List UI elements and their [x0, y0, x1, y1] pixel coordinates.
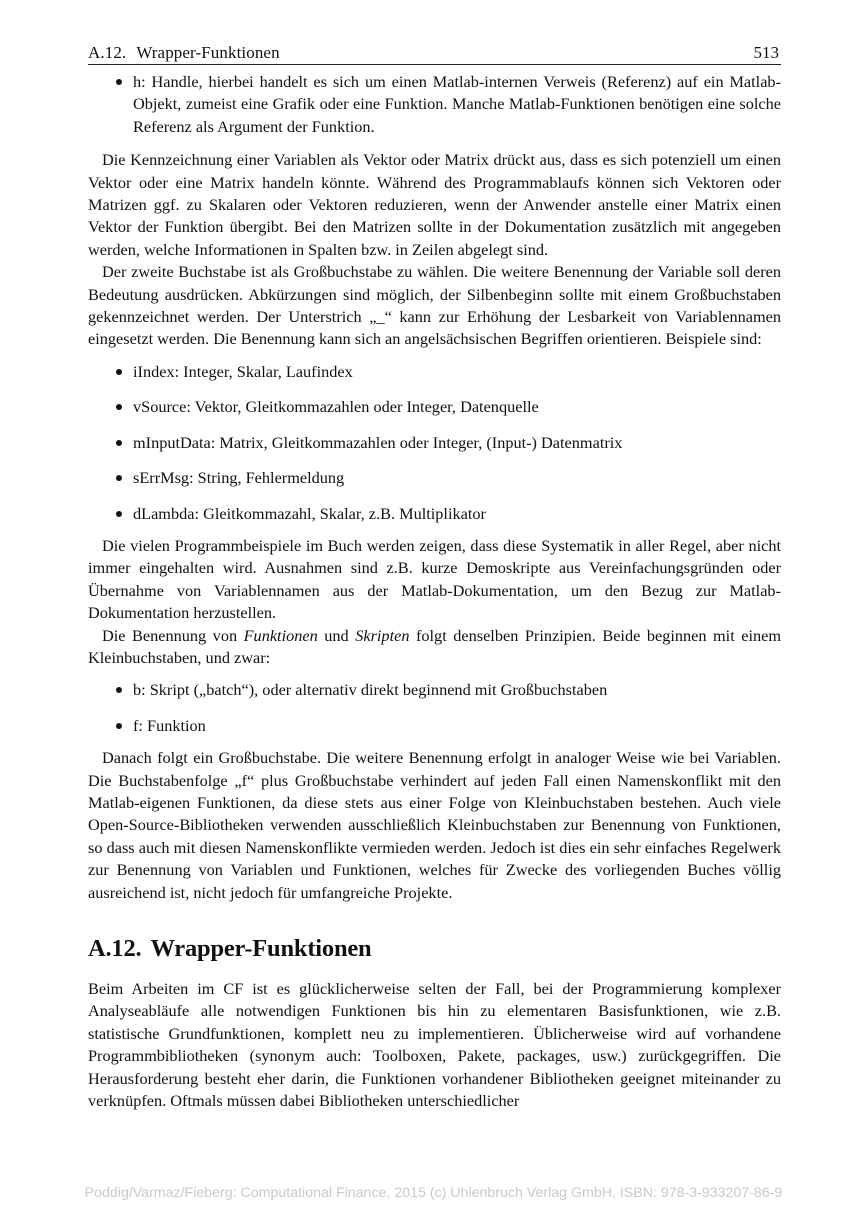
running-head-section-number: A.12.	[88, 43, 127, 62]
bullet-icon	[116, 404, 122, 410]
paragraph-naming-conclusion: Danach folgt ein Großbuchstabe. Die weitere Benennung erfolgt in analoger Weise wie bei Variablen. Die Buchstabenfolge „f“ plus Großbuchstabe verhindert auf jeden Fall einen Namenskonflikt mit den Matlab-eigenen Funktionen, da diese stets aus einer Folge von Kleinbuchstaben bestehen. Auch viele Open-Source-Bibliotheken verwenden ausschließlich Kleinbuchstaben zur Benennung von Funktionen, so dass auch mit diesen Namenskonflikte vermieden werden. Jedoch ist dies ein sehr einfaches Regelwerk zur Benennung von Variablen und Funktionen, welches für Zwecke des vorliegenden Buches völlig ausreichend ist, nicht jedoch für umfangreiche Projekte.	[88, 748, 781, 902]
page-number: 513	[753, 43, 779, 62]
list-item	[88, 467, 781, 489]
list-item-text: iIndex: Integer, Skalar, Laufindex	[133, 361, 353, 381]
text-run: Die Benennung von	[102, 625, 244, 645]
bullet-icon	[116, 475, 122, 481]
list-item	[88, 715, 781, 737]
list-item-text: mInputData: Matrix, Gleitkommazahlen oder Integer, (Input-) Datenmatrix	[133, 432, 623, 452]
list-item-text: sErrMsg: String, Fehlermeldung	[133, 468, 345, 488]
text-run: folgt denselben Prinzipien. Beide beginnen mit einem Kleinbuchstaben, und zwar:	[88, 625, 782, 667]
list-item-text: vSource: Vektor, Gleitkommazahlen oder Integer, Datenquelle	[133, 397, 539, 417]
text-run: und	[317, 625, 356, 645]
list-item-text: h: Handle, hierbei handelt es sich um einen Matlab-internen Verweis (Referenz) auf ein Matlab-Objekt, zumeist eine Grafik oder eine Funktion. Manche Matlab-Funktionen benötigen eine solche Referenz als Argument der Funktion.	[133, 72, 781, 136]
list-item	[88, 679, 781, 701]
section-title: Wrapper-Funktionen	[150, 935, 372, 962]
list-item	[88, 503, 781, 525]
bullet-icon	[116, 79, 122, 85]
list-item	[88, 71, 781, 138]
list-item	[88, 432, 781, 454]
copyright-footer: Poddig/Varmaz/Fieberg: Computational Finance, 2015 (c) Uhlenbruch Verlag GmbH, ISBN: 978-3-933207-86-9	[84, 1185, 783, 1201]
paragraph-wrapper-intro: Beim Arbeiten im CF ist es glücklicherweise selten der Fall, bei der Programmierung komplexer Analyseabläufe alle notwendigen Funktionen bis hin zu elementaren Basisfunktionen, wie z.B. statistische Grundfunktionen, komplett neu zu implementieren. Üblicherweise wird auf vorhandene Programmbibliotheken (synonym auch: Toolboxen, Pakete, packages, usw.) zurückgegriffen. Die Herausforderung besteht eher darin, die Funktionen vorhandener Bibliotheken geeignet miteinander zu verknüpfen. Oftmals müssen dabei Bibliotheken unterschiedlicher	[88, 979, 781, 1111]
function-prefix-list	[88, 679, 781, 737]
running-head-section	[88, 43, 280, 63]
bullet-icon	[116, 723, 122, 729]
paragraph-second-letter: Der zweite Buchstabe ist als Großbuchstabe zu wählen. Die weitere Benennung der Variable soll deren Bedeutung ausdrücken. Abkürzungen sind möglich, der Silbenbeginn sollte mit einem Großbuchstaben gekennzeichnet werden. Der Unterstrich „_“ kann zur Erhöhung der Lesbarkeit von Variablennamen eingesetzt werden. Die Benennung kann sich an angelsächsischen Begriffen orientieren. Beispiele sind:	[88, 262, 781, 349]
bullet-icon	[116, 687, 122, 693]
emphasis-funktionen: Funktionen	[243, 625, 318, 645]
variable-examples-list	[88, 361, 781, 525]
paragraph-function-naming	[88, 625, 781, 670]
list-item	[88, 396, 781, 418]
handle-bullet-list	[88, 71, 781, 138]
section-number: A.12.	[88, 935, 142, 962]
list-item-text: dLambda: Gleitkommazahl, Skalar, z.B. Multiplikator	[133, 503, 486, 523]
page-body	[88, 71, 781, 1112]
bullet-icon	[116, 369, 122, 375]
running-head	[88, 42, 781, 65]
list-item-text: b: Skript („batch“), oder alternativ direkt beginnend mit Großbuchstaben	[133, 680, 608, 700]
list-item	[88, 361, 781, 383]
paragraph-vector-matrix: Die Kennzeichnung einer Variablen als Vektor oder Matrix drückt aus, dass es sich potenziell um einen Vektor oder eine Matrix handeln könnte. Während des Programmablaufs können sich Vektoren oder Matrizen ggf. zu Skalaren oder Vektoren reduzieren, wenn der Anwender anstelle einer Matrix einen Vektor der Funktion übergibt. Bei den Matrizen sollte in der Dokumentation zusätzlich mit angegeben werden, welche Informationen in Spalten bzw. in Zeilen abgelegt sind.	[88, 150, 781, 259]
paragraph-program-examples: Die vielen Programmbeispiele im Buch werden zeigen, dass diese Systematik in aller Regel, aber nicht immer eingehalten wird. Ausnahmen sind z.B. kurze Demoskripte aus Vereinfachungsgründen oder Übernahme von Variablennamen aus der Matlab-Dokumentation, um den Bezug zur Matlab-Dokumentation herzustellen.	[88, 535, 781, 623]
list-item-text: f: Funktion	[133, 715, 206, 735]
emphasis-skripten: Skripten	[355, 625, 410, 645]
section-heading	[88, 934, 781, 964]
bullet-icon	[116, 511, 122, 517]
bullet-icon	[116, 440, 122, 446]
running-head-section-title: Wrapper-Funktionen	[136, 43, 280, 62]
